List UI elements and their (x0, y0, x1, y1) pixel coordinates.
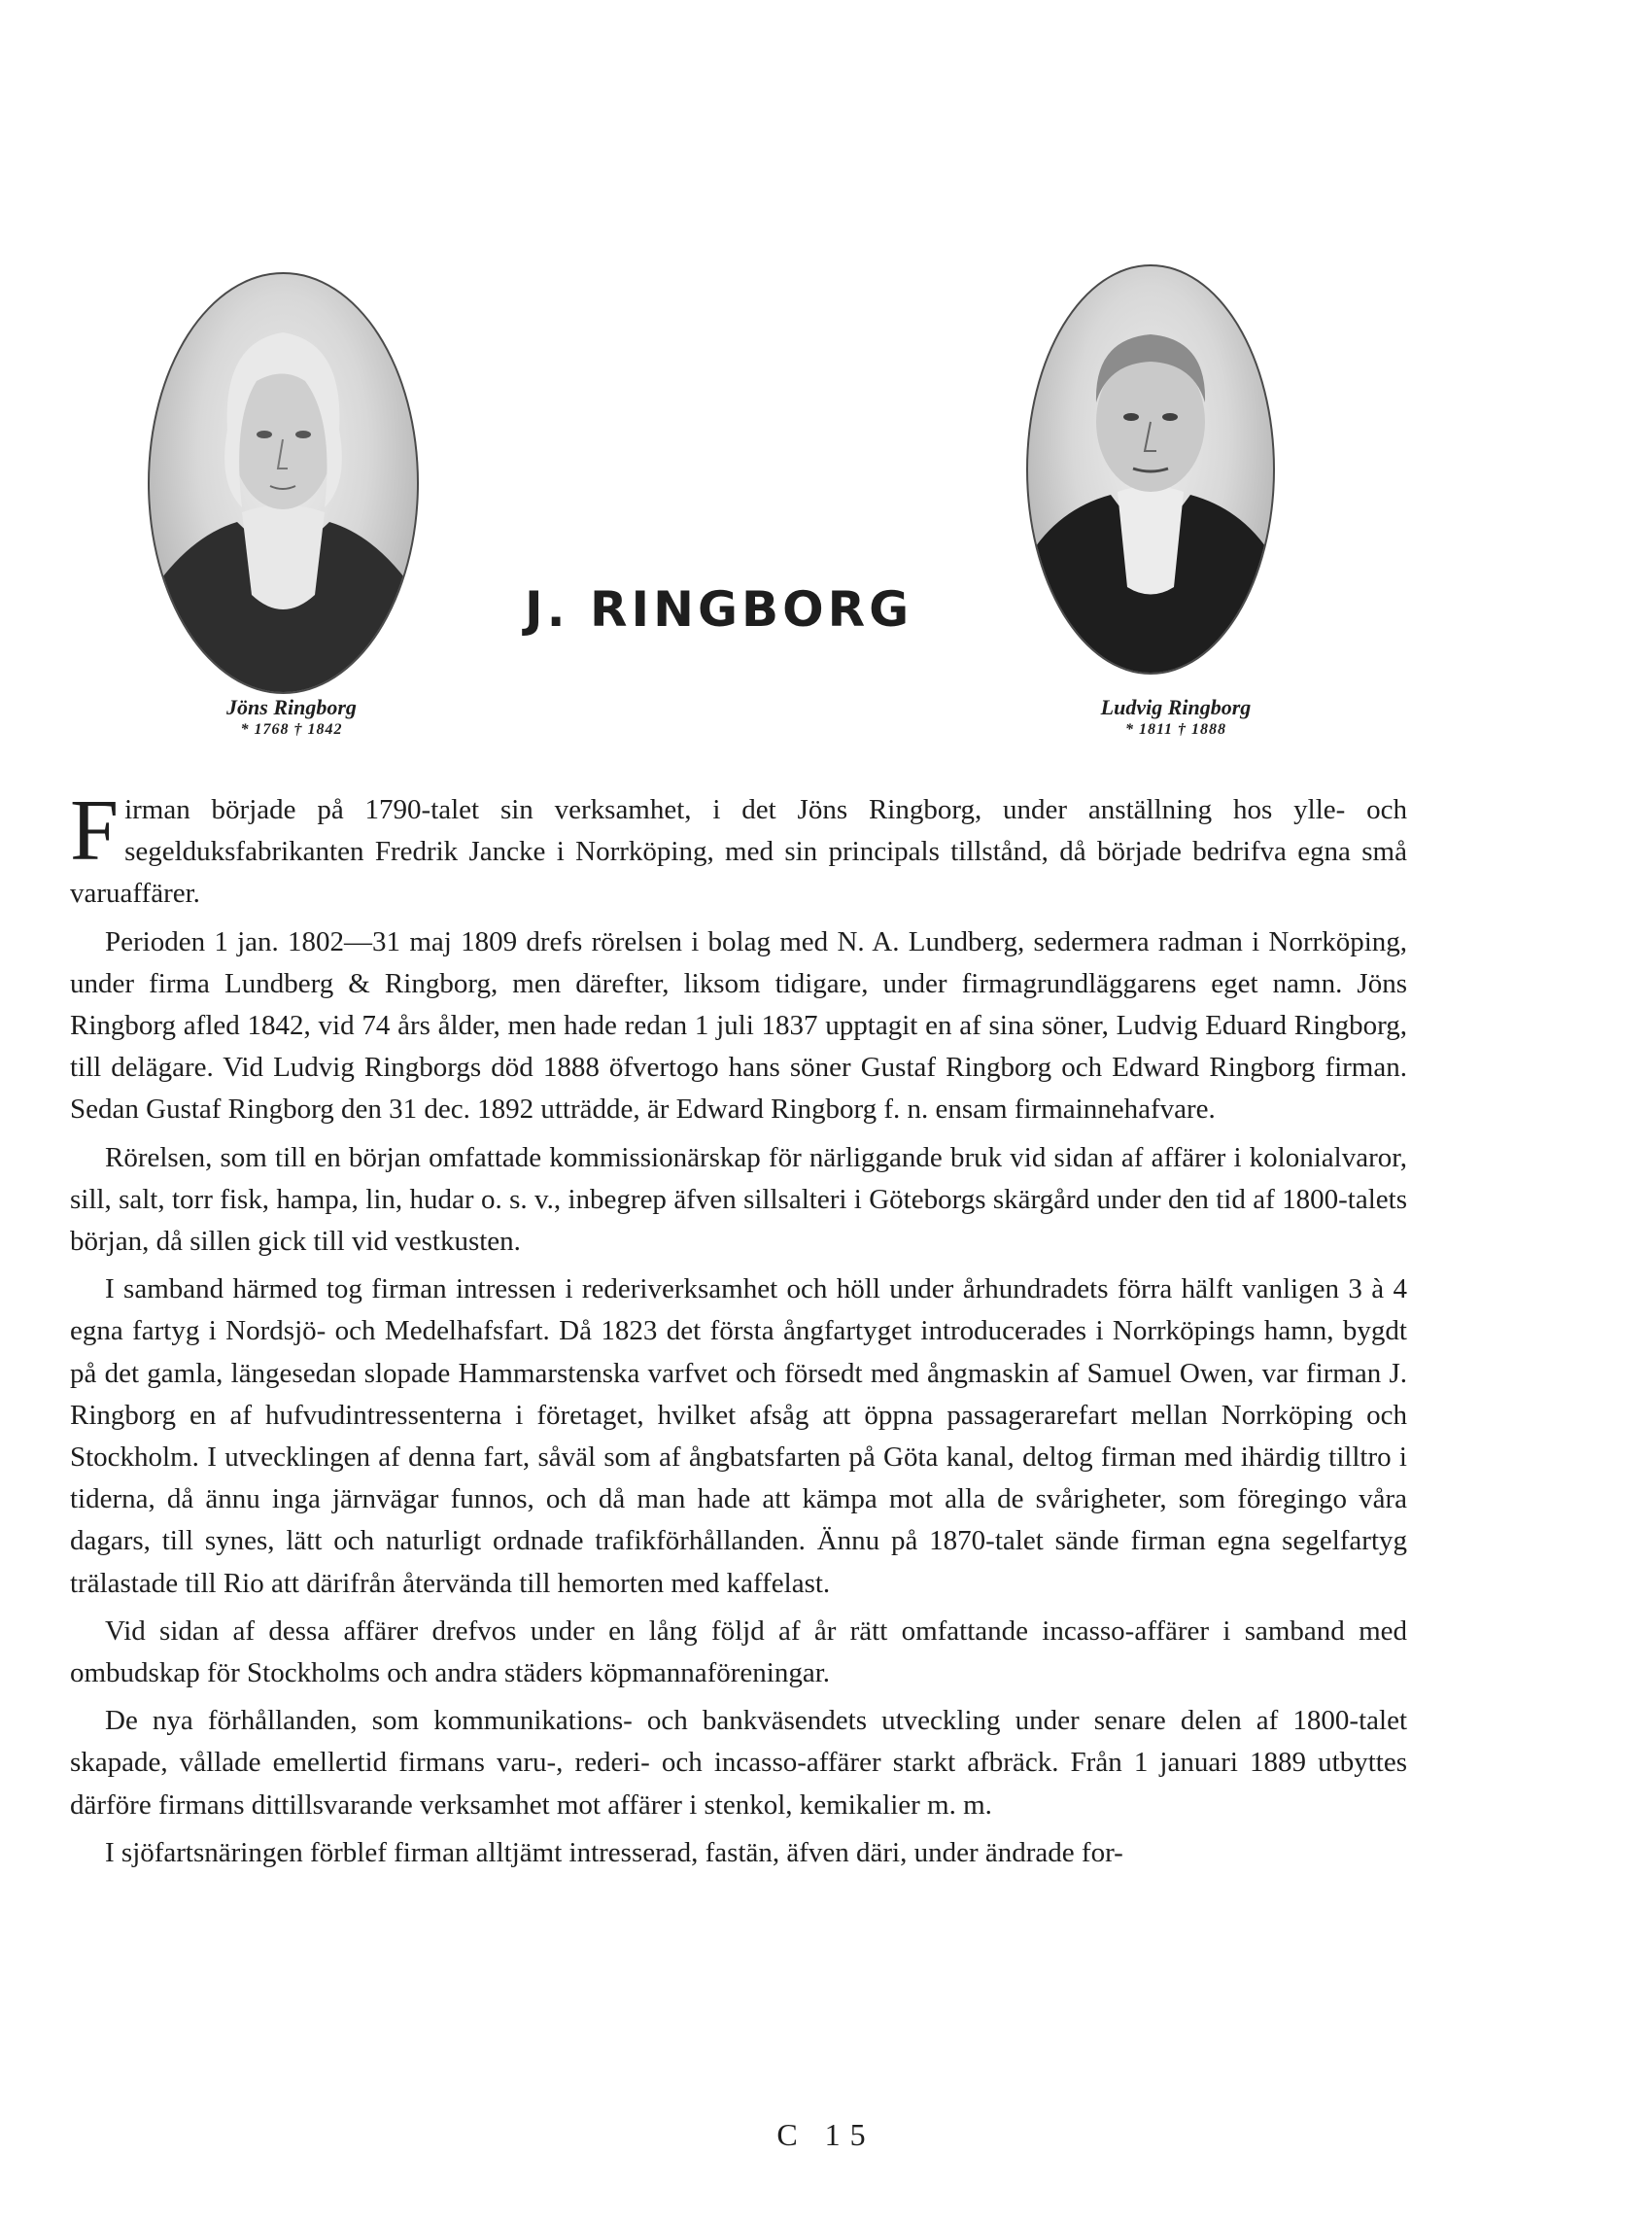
paragraph: Rörelsen, som till en början omfattade kommissionärskap för närliggande bruk vid sidan af affärer i kolonialvaror, sill, salt, torr fisk, hampa, lin, hudar o. s. v., inbegrep äfven sillsalteri i Göteborgs skärgård under den tid af 1800-talets början, då sillen gick till vid vestkusten. (70, 1141, 1407, 1258)
portrait-ludvig-ringborg-drawing (1028, 266, 1273, 673)
caption-dates: * 1811 † 1888 (1124, 721, 1227, 739)
paragraph-text: irman började på 1790-talet sin verksamhet, i det Jöns Ringborg, under anställning hos ylle- och segelduksfabrikanten Fredrik Jancke i Norrköping, med sin principals tillstånd, då började bedrifva egna små varuaffärer. (70, 794, 1407, 910)
paragraph: I sjöfartsnäringen förblef firman alltjämt intresserad, fastän, äfven däri, under ändrade for- (105, 1836, 1123, 1868)
article-body (70, 782, 1407, 1880)
page-title: J. RINGBORG (525, 581, 913, 638)
caption-dates: * 1768 † 1842 (240, 721, 343, 739)
portrait-jons-ringborg (148, 272, 419, 694)
caption-name: Ludvig Ringborg (1100, 695, 1252, 719)
page-number: C 15 (776, 2117, 876, 2152)
paragraph: Vid sidan af dessa affärer drefvos under en lång följd af år rätt omfattande incasso-affärer i samband med ombudskap för Stockholms och andra städers köpmannaföreningar. (70, 1615, 1407, 1689)
caption-ludvig-ringborg (1064, 695, 1288, 740)
portrait-ludvig-ringborg (1026, 264, 1275, 675)
paragraph: Perioden 1 jan. 1802—31 maj 1809 drefs rörelsen i bolag med N. A. Lundberg, sedermera radman i Norrköping, under firma Lundberg & Ringborg, men därefter, liksom tidigare, under firmagrundläggarens eget namn. Jöns Ringborg afled 1842, vid 74 års ålder, men hade redan 1 juli 1837 upptagit en af sina söner, Ludvig Eduard Ringborg, till delägare. Vid Ludvig Ringborgs död 1888 öfvertogo hans söner Gustaf Ringborg och Edward Ringborg firman. Sedan Gustaf Ringborg den 31 dec. 1892 utträdde, är Edward Ringborg f. n. ensam firmainnehafvare. (70, 925, 1407, 1126)
caption-jons-ringborg (180, 695, 403, 740)
paragraph: I samband härmed tog firman intressen i rederiverksamhet och höll under århundradets förra hälft vanligen 3 à 4 egna fartyg i Nordsjö- och Medelhafsfart. Då 1823 det första ångfartyget introducerades i Norrköpings hamn, bygdt på det gamla, längesedan slopade Hammarstenska varfvet och försedt med ångmaskin af Samuel Owen, var firman J. Ringborg en af hufvudintressenterna i företaget, hvilket afsåg att öppna passagerarefart mellan Norrköping och Stockholm. I utvecklingen af denna fart, såväl som af ångbatsfarten på Göta kanal, deltog firman med ihärdig tilltro i tiderna, då ännu inga järnvägar funnos, och då man hade att kämpa mot alla de svårigheter, som föregingo våra dagars, till synes, lätt och naturligt ordnade trafikförhållanden. Ännu på 1870-talet sände firman egna segelfartyg trälastade till Rio att därifrån återvända till hemorten med kaffelast. (70, 1273, 1407, 1599)
portrait-jons-ringborg-drawing (150, 274, 417, 692)
caption-name: Jöns Ringborg (226, 695, 357, 719)
drop-cap: F (70, 782, 120, 879)
paragraph (70, 782, 1407, 916)
paragraph: De nya förhållanden, som kommunikations- och bankväsendets utveckling under senare delen af 1800-talet skapade, vållade emellertid firmans varu-, rederi- och incasso-affärer starkt afbräck. Från 1 januari 1889 utbyttes därföre firmans dittillsvarande verksamhet mot affärer i stenkol, kemikalier m. m. (70, 1705, 1407, 1821)
